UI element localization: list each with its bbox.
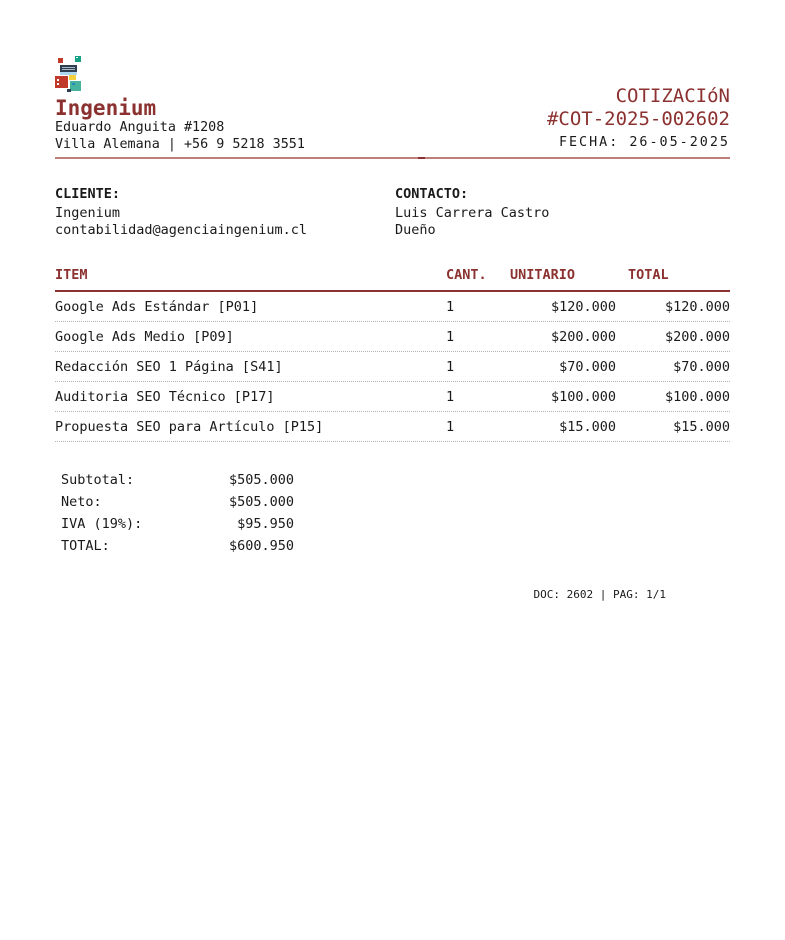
item-qty-cell: 1 (446, 359, 455, 376)
item-name-cell: Google Ads Estándar [P01] (55, 299, 259, 316)
total-value: $505.000 (228, 494, 294, 511)
item-name-cell: Propuesta SEO para Artículo [P15] (55, 419, 324, 436)
item-qty-cell: 1 (446, 389, 455, 406)
item-unit-price-cell: $120.000 (550, 299, 616, 316)
header-item: ITEM (55, 267, 88, 284)
item-unit-price-cell: $100.000 (550, 389, 616, 406)
client-name: Ingenium (55, 205, 121, 222)
total-value: $505.000 (228, 472, 294, 489)
company-name: Ingenium (55, 96, 157, 120)
item-qty-cell: 1 (446, 419, 455, 436)
client-contact-section (55, 186, 730, 238)
total-label: Subtotal: (61, 472, 135, 489)
item-unit-price-cell: $200.000 (550, 329, 616, 346)
item-qty-cell: 1 (446, 329, 455, 346)
quote-meta-block (547, 85, 730, 153)
document-header (55, 56, 730, 153)
table-row (55, 412, 730, 442)
total-label: TOTAL: (61, 538, 110, 555)
total-row (61, 535, 294, 557)
item-qty-cell: 1 (446, 299, 455, 316)
item-unit-price-cell: $15.000 (559, 419, 616, 436)
item-unit-price-cell: $70.000 (559, 359, 616, 376)
client-block (55, 186, 395, 238)
total-label: Neto: (61, 494, 102, 511)
company-logo-icon (55, 56, 85, 93)
items-table-header (55, 267, 730, 292)
contact-label: CONTACTO: (395, 186, 469, 203)
item-total-cell: $200.000 (664, 329, 730, 346)
item-name-cell: Auditoria SEO Técnico [P17] (55, 389, 275, 406)
header-unit: UNITARIO (510, 267, 576, 284)
contact-block (395, 186, 549, 238)
table-row (55, 322, 730, 352)
total-row (61, 469, 294, 491)
client-label: CLIENTE: (55, 186, 121, 203)
totals-section (61, 469, 294, 557)
total-row (61, 491, 294, 513)
header-divider (55, 157, 730, 159)
contact-role: Dueño (395, 221, 436, 238)
doc-number: #COT-2025-002602 (546, 108, 730, 131)
client-email: contabilidad@agenciaingenium.cl (55, 221, 307, 238)
header-qty: CANT. (446, 267, 487, 284)
total-row (61, 513, 294, 535)
item-total-cell: $15.000 (673, 419, 730, 436)
item-total-cell: $100.000 (664, 389, 730, 406)
table-row (55, 382, 730, 412)
company-block (55, 56, 305, 153)
items-table (55, 267, 730, 442)
total-label: IVA (19%): (61, 516, 143, 533)
doc-date: FECHA: 26-05-2025 (558, 135, 730, 151)
items-table-body (55, 292, 730, 442)
contact-name: Luis Carrera Castro (395, 205, 550, 222)
item-total-cell: $70.000 (673, 359, 730, 376)
company-address: Eduardo Anguita #1208 (55, 120, 225, 136)
footer-doc-info: DOC: 2602 | PAG: 1/1 (533, 588, 666, 602)
total-value: $600.950 (228, 538, 294, 555)
table-row (55, 352, 730, 382)
doc-type-title: COTIZACIóN (615, 85, 730, 108)
item-name-cell: Google Ads Medio [P09] (55, 329, 234, 346)
header-total: TOTAL (628, 267, 669, 284)
item-name-cell: Redacción SEO 1 Página [S41] (55, 359, 283, 376)
company-city-phone: Villa Alemana | +56 9 5218 3551 (55, 136, 305, 152)
total-value: $95.950 (237, 516, 294, 533)
item-total-cell: $120.000 (664, 299, 730, 316)
table-row (55, 292, 730, 322)
